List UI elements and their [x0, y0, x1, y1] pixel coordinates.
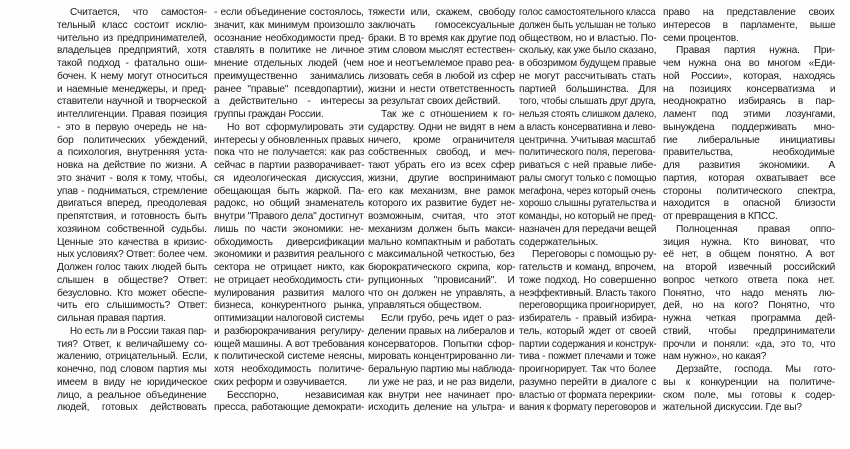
text-line: сильная правая партия. [57, 313, 166, 324]
text-line: интересов в парламенте, выше [663, 19, 836, 31]
text-line: пока что не получается: как раз [214, 147, 365, 159]
text-line: а действительно - интересы [214, 96, 365, 108]
text-line: партии содержания и конструк- [519, 338, 657, 350]
text-line: ламент под этими лозунгами, [663, 109, 836, 120]
text-line: её нет, в общем понятно. А вот [663, 249, 835, 261]
text-line: должен быть услышан не только [519, 19, 656, 31]
text-line: содержательных. [519, 236, 599, 248]
text-line: ском поле, мы готовы к содер- [663, 389, 836, 401]
text-line: жательной дискуссии. Где вы? [663, 402, 802, 414]
text-line: ся идеологическая дискуссия, [214, 172, 364, 184]
text-line: тяжести или, скажем, свободу [368, 7, 516, 18]
text-line: тают убрать его из всех сфер [368, 160, 515, 171]
text-line: ли уже не раз, и не раз видели, [368, 376, 515, 388]
text-line: хозяином собственной судьбы. [57, 223, 207, 235]
text-line: прочли и поняли: «да, это то, что [663, 338, 836, 350]
text-line: жизни и нести ответственность [368, 83, 515, 95]
text-line: гие либеральные инициативы [663, 134, 835, 146]
text-line: чем нужна она во многом «Еди- [663, 58, 836, 69]
text-line: мально компактным и работать [368, 236, 515, 248]
text-line: людей, готовых действовать [57, 402, 207, 414]
text-line: за результат своих действий. [368, 96, 501, 108]
text-line: ставлять в политике не личное [214, 45, 365, 57]
text-line: тия? Ответ, к величайшему со- [57, 338, 208, 350]
text-line: партией большинства. Для [519, 83, 657, 95]
text-line: тива - пожмет плечами и тоже [519, 351, 656, 363]
text-line: тельный класс состоит исклю- [57, 19, 207, 31]
text-line: в обозримом будущем правые [519, 58, 657, 69]
text-line: Переговоры с помощью ру- [532, 249, 657, 261]
text-line: вопрос четкого ответа пока нет. [663, 274, 835, 286]
text-line: которого их развитие будет не- [368, 198, 515, 210]
article-column-4 [519, 7, 656, 415]
text-line: обещающая быть жаркой. Па- [214, 185, 365, 197]
text-line: находится в опасной близости [663, 198, 836, 210]
text-line: упав - подниматься, стремление [57, 185, 208, 197]
text-line: властью от формата перекрики- [519, 389, 656, 401]
text-line: ствий, чтобы предприниматели [663, 325, 835, 337]
text-line: мнение отдельных людей (чем [214, 58, 364, 69]
text-line: Ценные это качества в кризис- [57, 236, 208, 248]
text-line: хотя необходимость политиче- [214, 364, 365, 375]
text-line: того, чтобы слышать друг друга, [519, 96, 656, 108]
text-line: такой подход - фатально оши- [57, 58, 208, 69]
text-line: слышен в обществе? Ответ: [57, 274, 208, 286]
text-line: Дерзайте, господа. Мы гото- [676, 364, 836, 375]
text-line: мировать концентрированно ли- [368, 351, 515, 363]
text-line: тоже подход. Но совершенно [519, 274, 657, 286]
text-line: и разбюрокрачивания регулиру- [214, 325, 365, 337]
text-line: Должен голос таких людей быть [57, 262, 208, 273]
text-line: владельцев предприятий, хотя [57, 45, 207, 57]
text-line: сейчас в партии разворачивает- [214, 160, 365, 171]
text-line: лизовать себя в любой из сфер [368, 70, 516, 82]
text-line: команды, но который не пред- [519, 211, 656, 222]
text-line: чить его слышимость? Ответ: [57, 300, 208, 312]
article-column-3 [368, 7, 515, 415]
text-line: Бесспорно, независимая [227, 389, 365, 401]
text-line: обходимость диверсификации [214, 236, 365, 248]
text-line: назначен для передачи вещей [519, 223, 657, 235]
text-line: конечно, под словом партия мы [57, 364, 207, 375]
text-line: новка на действие по жизни. А [57, 160, 207, 171]
text-line: бочен. К нему могут относиться [57, 70, 208, 82]
text-line: управляться обществом. [368, 300, 482, 312]
text-line: его как механизм, вне рамок [368, 185, 515, 197]
text-line: Но вот сформулировать эти [227, 121, 364, 133]
text-line: хорошо слышны ругательства и [519, 198, 657, 210]
text-line: право на представление своих [663, 7, 835, 18]
text-line: гательств и команд, впрочем, [519, 262, 656, 273]
text-line: ранее "правые" псевдопартии), [214, 83, 364, 95]
text-line: исходить деление на ультра- и [368, 402, 515, 414]
text-line: а власть консервативна и лево- [519, 121, 656, 133]
text-line: возможным, считая, что этот [368, 211, 516, 222]
text-line: беральную партию мы наблюда- [368, 364, 516, 375]
text-line: Правая партия нужна. При- [676, 45, 835, 57]
text-line: группы граждан России. [214, 109, 324, 120]
text-line: и наемные менеджеры, и пред- [57, 83, 207, 95]
text-line: проигнорирует. Так что более [519, 364, 656, 375]
text-line: чительно из предпринимателей, [57, 32, 207, 44]
text-line: Если грубо, речь идет о раз- [381, 313, 515, 324]
text-line: ралы смогут только с помощью [519, 172, 657, 184]
article-column-5 [663, 7, 835, 415]
text-line: мегафона, через который очень [519, 185, 656, 197]
text-line: бюрократического скрипа, кор- [368, 262, 516, 273]
text-line: консерваторов. Попытки сфор- [368, 338, 515, 350]
text-line: Так же с отношением к го- [381, 109, 515, 120]
text-line: ских реформ и озвучивается. [214, 376, 347, 388]
text-line: вынуждена поддерживать мно- [663, 121, 835, 133]
text-line: политического поля, перегова- [519, 147, 656, 159]
text-line: ных условиях? Ответ: более чем. [57, 249, 208, 261]
text-line: Считается, что самостоя- [70, 7, 207, 18]
text-line: к политической системе неясны, [214, 351, 365, 363]
text-line: риваться с ней правые либе- [519, 160, 657, 171]
text-line: разумно перейти в диалоге с [519, 376, 657, 388]
text-line: ничего, кроме ограничителя [368, 134, 515, 146]
text-line: Понятно, что надо менять лю- [663, 287, 835, 299]
text-line: мулирования развития малого [214, 287, 365, 299]
text-line: как внутри нее начинает про- [368, 389, 516, 401]
text-line: бизнеса, конкурентного рынка, [214, 300, 365, 312]
text-line: - это в первую очередь не на- [57, 121, 207, 133]
text-line: ющей машины. А вот требования [214, 338, 365, 350]
text-line: для развития экономики. А [663, 160, 835, 171]
text-line: центрична. Учитывая масштаб [519, 134, 656, 146]
text-line: заключать гомосексуальные [368, 19, 515, 31]
text-line: нельзя стоять слишком далеко, [519, 109, 657, 120]
text-line: браки. В то время как другие под [368, 32, 516, 44]
text-line: значит, как минимум произошло [214, 19, 365, 31]
text-line: жизни, другие воспринимают [368, 172, 516, 184]
text-line: сектора не отрицает никто, как [214, 262, 365, 273]
text-line: Полноценная правая оппо- [676, 223, 835, 235]
text-line: Но есть ли в России такая пар- [70, 325, 207, 337]
text-line: а психология, внутренняя уста- [57, 147, 208, 159]
text-line: внутри "Правого дела" достигнут [214, 211, 364, 222]
text-line: сударству. Одни не видят в нем [368, 121, 516, 133]
text-line: ставители научной и творческой [57, 96, 207, 108]
text-line: обществом, но и властью. По- [519, 32, 657, 44]
text-line: вы к конкуренции на политиче- [663, 376, 835, 388]
text-line: преимущественно занимались [214, 70, 365, 82]
text-line: дей, но на кого? Понятно, что [663, 300, 835, 312]
text-line: партия, которая охватывает все [663, 172, 836, 184]
text-line: - если объединение состоялось, [214, 7, 364, 18]
text-line: этим словом мыслят естествен- [368, 45, 516, 57]
text-line: ной России», которая, находясь [663, 70, 836, 82]
text-line: лишь по части экономики: не- [214, 223, 364, 235]
text-line: нам нужно», но какая? [663, 351, 767, 363]
text-line: делении правых на либералов и [368, 325, 515, 337]
text-line: стороны политического спектра, [663, 185, 836, 197]
text-line: семи процентов. [663, 32, 739, 44]
text-line: вания к формату переговоров и [519, 402, 656, 414]
text-line: безусловно. Кто может обеспе- [57, 287, 207, 299]
text-line: собственных свобод, и меч- [368, 147, 516, 159]
text-line: препятствия, и готовность быть [57, 211, 207, 222]
text-line: на позициях консерватизма и [663, 83, 836, 95]
text-line: не отрицает необходимость сти- [214, 274, 364, 286]
text-line: голос самостоятельного класса [519, 7, 656, 18]
text-line: бор политических убеждений, [57, 134, 208, 146]
text-line: тель, который ждет от своей [519, 325, 657, 337]
text-line: имеем в виду не юридическое [57, 376, 208, 388]
text-line: оптимизации налоговой системы [214, 313, 364, 324]
text-line: переговорщика проигнорирует, [519, 300, 657, 312]
text-line: механизм должен быть макси- [368, 223, 516, 235]
text-line: зиция нужна. Кто виноват, что [663, 236, 835, 248]
text-line: это значит - воля к тому, чтобы, [57, 172, 207, 184]
text-line: экономики и развития реального [214, 249, 365, 261]
text-line: радокс, но общий знаменатель [214, 198, 364, 210]
text-line: не могут рассчитывать стать [519, 70, 656, 82]
article-column-1 [57, 7, 207, 415]
text-line: интересы у обновленных правых [214, 134, 364, 146]
text-line: лицо, а реальное объединение [57, 389, 207, 401]
text-line: неэффективный. Власть такого [519, 287, 656, 299]
article-column-2 [214, 7, 364, 415]
text-line: ное и неотъемлемое право реа- [368, 58, 515, 69]
text-line: неоднократно избираясь в пар- [663, 96, 835, 108]
text-line: пресса, работающие демократи- [214, 402, 365, 414]
text-line: что он должен не управлять, а [368, 287, 515, 299]
text-line: жалению, отрицательный. Если, [57, 351, 208, 363]
text-line: правительства, необходимые [663, 147, 835, 159]
text-line: на второй извечный российский [663, 262, 836, 273]
text-line: скольку, как уже было сказано, [519, 45, 657, 57]
text-line: нужна четкая программа дей- [663, 313, 836, 324]
text-line: двигаться вперед, преодолевая [57, 198, 207, 210]
text-line: избиратель - правый избира- [519, 313, 657, 324]
text-line: интеллигенции. Правая позиция [57, 109, 208, 120]
text-line: осознание необходимости пред- [214, 32, 364, 44]
text-line: с максимальной четкостью, без [368, 249, 515, 261]
text-line: рупционных "провисаний". И [368, 274, 515, 286]
text-line: от превращения в КПСС. [663, 211, 778, 222]
